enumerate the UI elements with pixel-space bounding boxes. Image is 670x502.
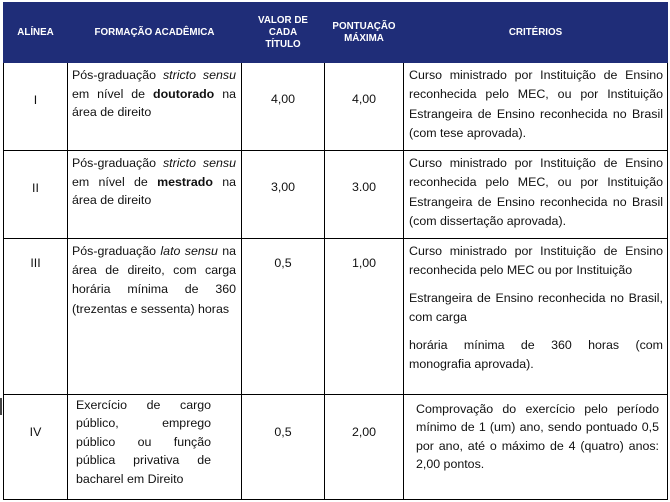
pontuacao-cell	[325, 63, 404, 151]
valor-cell	[242, 395, 325, 500]
pontuacao-cell	[325, 239, 404, 395]
criterios-paragraph: Curso ministrado por Instituição de Ensino reconhecida pelo MEC ou por Instituição	[409, 244, 663, 278]
criterios-text	[404, 239, 667, 376]
header-valor	[242, 3, 325, 63]
header-alinea: ALÍNEA	[4, 3, 68, 63]
criterios-text: Curso ministrado por Instituição de Ensino reconhecida pelo MEC, ou por Instituição Estrangeira de Ensino reconhecida no Brasil (com tese aprovada).	[409, 68, 663, 141]
valor-cell	[242, 151, 325, 239]
formacao-text: Exercício de cargo público, emprego público ou função pública privativa de bacharel em Direito	[76, 398, 211, 486]
margin-mark	[0, 398, 2, 415]
paragraph-gap	[409, 328, 663, 336]
criterios-cell	[404, 395, 668, 500]
criterios-paragraph: Estrangeira de Ensino reconhecida no Brasil, com carga	[409, 290, 663, 325]
alinea-value: IV	[29, 425, 42, 439]
alinea-cell	[4, 151, 68, 239]
header-valor-line2: CADA	[268, 26, 298, 38]
formacao-part: na área de direito, com carga horária mínima de 360 (trezentas e sessenta) horas	[72, 244, 237, 316]
criterios-paragraph: horária mínima de 360 horas (com monografia aprovada).	[409, 337, 663, 372]
formacao-bold: mestrado	[157, 174, 213, 189]
formacao-cell	[68, 151, 242, 239]
formacao-bold: doutorado	[153, 86, 215, 101]
criterios-text: Comprovação do exercício pelo período mínimo de 1 (um) ano, sendo pontuado 0,5 por ano, até o máximo de 4 (quatro) anos: 2,00 pontos.	[416, 402, 659, 472]
paragraph-gap	[409, 281, 663, 289]
formacao-part: Pós-graduação	[72, 244, 161, 258]
formacao-part: na área de direito	[72, 86, 236, 120]
header-valor-line3: TÍTULO	[265, 38, 301, 50]
criterios-cell	[404, 63, 668, 151]
formacao-part: Pós-graduação	[72, 68, 163, 82]
pontuacao-cell	[325, 151, 404, 239]
formacao-italic: stricto sensu	[162, 156, 236, 170]
pontuacao-value: 1,00	[351, 256, 377, 270]
valor-cell	[242, 239, 325, 395]
formacao-cell	[68, 395, 242, 500]
formacao-cell	[68, 239, 242, 395]
alinea-value: I	[33, 93, 38, 107]
scoring-table	[3, 2, 668, 500]
alinea-value: III	[30, 256, 41, 270]
table-row	[4, 395, 668, 500]
alinea-cell	[4, 395, 68, 500]
formacao-text	[68, 151, 241, 212]
formacao-text	[68, 63, 241, 124]
valor-value: 4,00	[270, 92, 296, 106]
formacao-italic: lato sensu	[160, 244, 218, 258]
pontuacao-value: 2,00	[351, 425, 377, 439]
valor-value: 0,5	[274, 256, 292, 270]
formacao-cell	[68, 63, 242, 151]
header-pontuacao-line2: MÁXIMA	[344, 32, 384, 44]
formacao-part: na área de direito	[72, 174, 236, 208]
formacao-part: em nível de	[72, 86, 153, 101]
criterios-cell	[404, 151, 668, 239]
alinea-cell	[4, 63, 68, 151]
pontuacao-value: 4,00	[351, 92, 377, 106]
table-row	[4, 63, 668, 151]
header-formacao: FORMAÇÃO ACADÊMICA	[68, 3, 242, 63]
alinea-value: II	[32, 181, 39, 195]
criterios-text: Curso ministrado por Instituição de Ensino reconhecida pelo MEC, ou por Instituição Estrangeira de Ensino reconhecida no Brasil (com dissertação aprovada).	[409, 156, 663, 229]
formacao-part: Pós-graduação	[72, 156, 163, 170]
formacao-part: em nível de	[72, 174, 158, 189]
header-criterios: CRITÉRIOS	[404, 3, 668, 63]
table-header-row	[4, 3, 668, 63]
header-pontuacao	[325, 3, 404, 63]
criterios-cell	[404, 239, 668, 395]
header-pontuacao-line1: PONTUAÇÃO	[332, 20, 396, 32]
formacao-italic: stricto sensu	[162, 68, 236, 82]
table-row	[4, 239, 668, 395]
valor-value: 0,5	[274, 425, 292, 439]
valor-cell	[242, 63, 325, 151]
alinea-cell	[4, 239, 68, 395]
table-row	[4, 151, 668, 239]
formacao-text	[68, 239, 241, 321]
pontuacao-cell	[325, 395, 404, 500]
valor-value: 3,00	[270, 180, 296, 194]
pontuacao-value: 3.00	[351, 180, 377, 194]
header-valor-line1: VALOR DE	[258, 14, 308, 26]
